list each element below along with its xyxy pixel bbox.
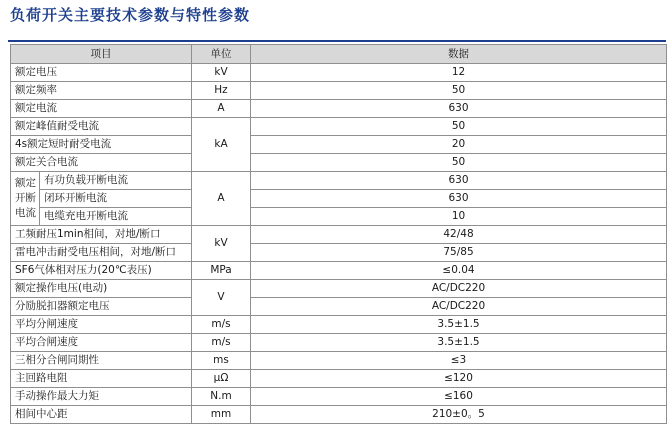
table-row — [11, 280, 667, 298]
row-unit: kV — [192, 226, 251, 262]
row-unit: mm — [192, 406, 251, 424]
header-value: 数据 — [251, 45, 667, 64]
spec-table — [10, 44, 667, 424]
row-item: 额定操作电压(电动) — [11, 280, 192, 298]
row-unit: V — [192, 280, 251, 316]
group-label-breaking-current — [11, 172, 40, 226]
row-item: 额定峰值耐受电流 — [11, 118, 192, 136]
row-item: 分励脱扣器额定电压 — [11, 298, 192, 316]
table-row — [11, 208, 667, 226]
row-item: 雷电冲击耐受电压相间，对地/断口 — [11, 244, 192, 262]
row-unit: μΩ — [192, 370, 251, 388]
table-row — [11, 154, 667, 172]
row-value: 210±0。5 — [251, 406, 667, 424]
row-unit: m/s — [192, 316, 251, 334]
row-item: 平均合闸速度 — [11, 334, 192, 352]
table-row — [11, 370, 667, 388]
group-label-line: 额定 — [15, 177, 36, 189]
row-value: 12 — [251, 64, 667, 82]
table-row — [11, 136, 667, 154]
table-row — [11, 406, 667, 424]
row-unit: m/s — [192, 334, 251, 352]
row-item: 额定频率 — [11, 82, 192, 100]
group-label-line: 开断 — [15, 192, 36, 204]
row-value: 3.5±1.5 — [251, 316, 667, 334]
row-item: 额定关合电流 — [11, 154, 192, 172]
table-row — [11, 190, 667, 208]
row-item: 有功负载开断电流 — [40, 172, 192, 190]
table-row — [11, 388, 667, 406]
row-value: 75/85 — [251, 244, 667, 262]
table-row — [11, 172, 667, 190]
row-value: ≤0.04 — [251, 262, 667, 280]
row-item: 工频耐压1min相间，对地/断口 — [11, 226, 192, 244]
row-value: AC/DC220 — [251, 298, 667, 316]
row-value: 42/48 — [251, 226, 667, 244]
group-label-text — [15, 176, 35, 221]
row-value: ≤120 — [251, 370, 667, 388]
row-item: 额定电压 — [11, 64, 192, 82]
table-row — [11, 316, 667, 334]
row-item: 4s额定短时耐受电流 — [11, 136, 192, 154]
group-label-line: 电流 — [15, 207, 36, 219]
row-unit: N.m — [192, 388, 251, 406]
row-value: ≤160 — [251, 388, 667, 406]
row-value: AC/DC220 — [251, 280, 667, 298]
row-value: 10 — [251, 208, 667, 226]
row-unit: A — [192, 172, 251, 226]
title-divider — [8, 40, 666, 42]
table-row — [11, 226, 667, 244]
row-item: 主回路电阻 — [11, 370, 192, 388]
row-value: 630 — [251, 172, 667, 190]
row-item: 额定电流 — [11, 100, 192, 118]
row-value: 50 — [251, 154, 667, 172]
table-row — [11, 352, 667, 370]
header-item: 项目 — [11, 45, 192, 64]
row-value: 630 — [251, 100, 667, 118]
row-unit: Hz — [192, 82, 251, 100]
table-row — [11, 334, 667, 352]
page-title: 负荷开关主要技术参数与特性参数 — [10, 6, 251, 24]
row-unit: ms — [192, 352, 251, 370]
row-value: 20 — [251, 136, 667, 154]
table-row — [11, 82, 667, 100]
row-unit: MPa — [192, 262, 251, 280]
row-unit: kV — [192, 64, 251, 82]
table-row — [11, 244, 667, 262]
table-row — [11, 118, 667, 136]
table-row — [11, 262, 667, 280]
table-row — [11, 298, 667, 316]
row-value: 630 — [251, 190, 667, 208]
table-row — [11, 64, 667, 82]
row-item: 三相分合闸同期性 — [11, 352, 192, 370]
row-item: 平均分闸速度 — [11, 316, 192, 334]
row-item: SF6气体相对压力(20℃表压) — [11, 262, 192, 280]
row-item: 电缆充电开断电流 — [40, 208, 192, 226]
row-value: 50 — [251, 82, 667, 100]
row-value: 3.5±1.5 — [251, 334, 667, 352]
table-row — [11, 100, 667, 118]
row-item: 闭环开断电流 — [40, 190, 192, 208]
table-header-row — [11, 45, 667, 64]
row-value: 50 — [251, 118, 667, 136]
row-unit: A — [192, 100, 251, 118]
row-unit: kA — [192, 118, 251, 172]
row-item: 相间中心距 — [11, 406, 192, 424]
row-value: ≤3 — [251, 352, 667, 370]
row-item: 手动操作最大力矩 — [11, 388, 192, 406]
header-unit: 单位 — [192, 45, 251, 64]
